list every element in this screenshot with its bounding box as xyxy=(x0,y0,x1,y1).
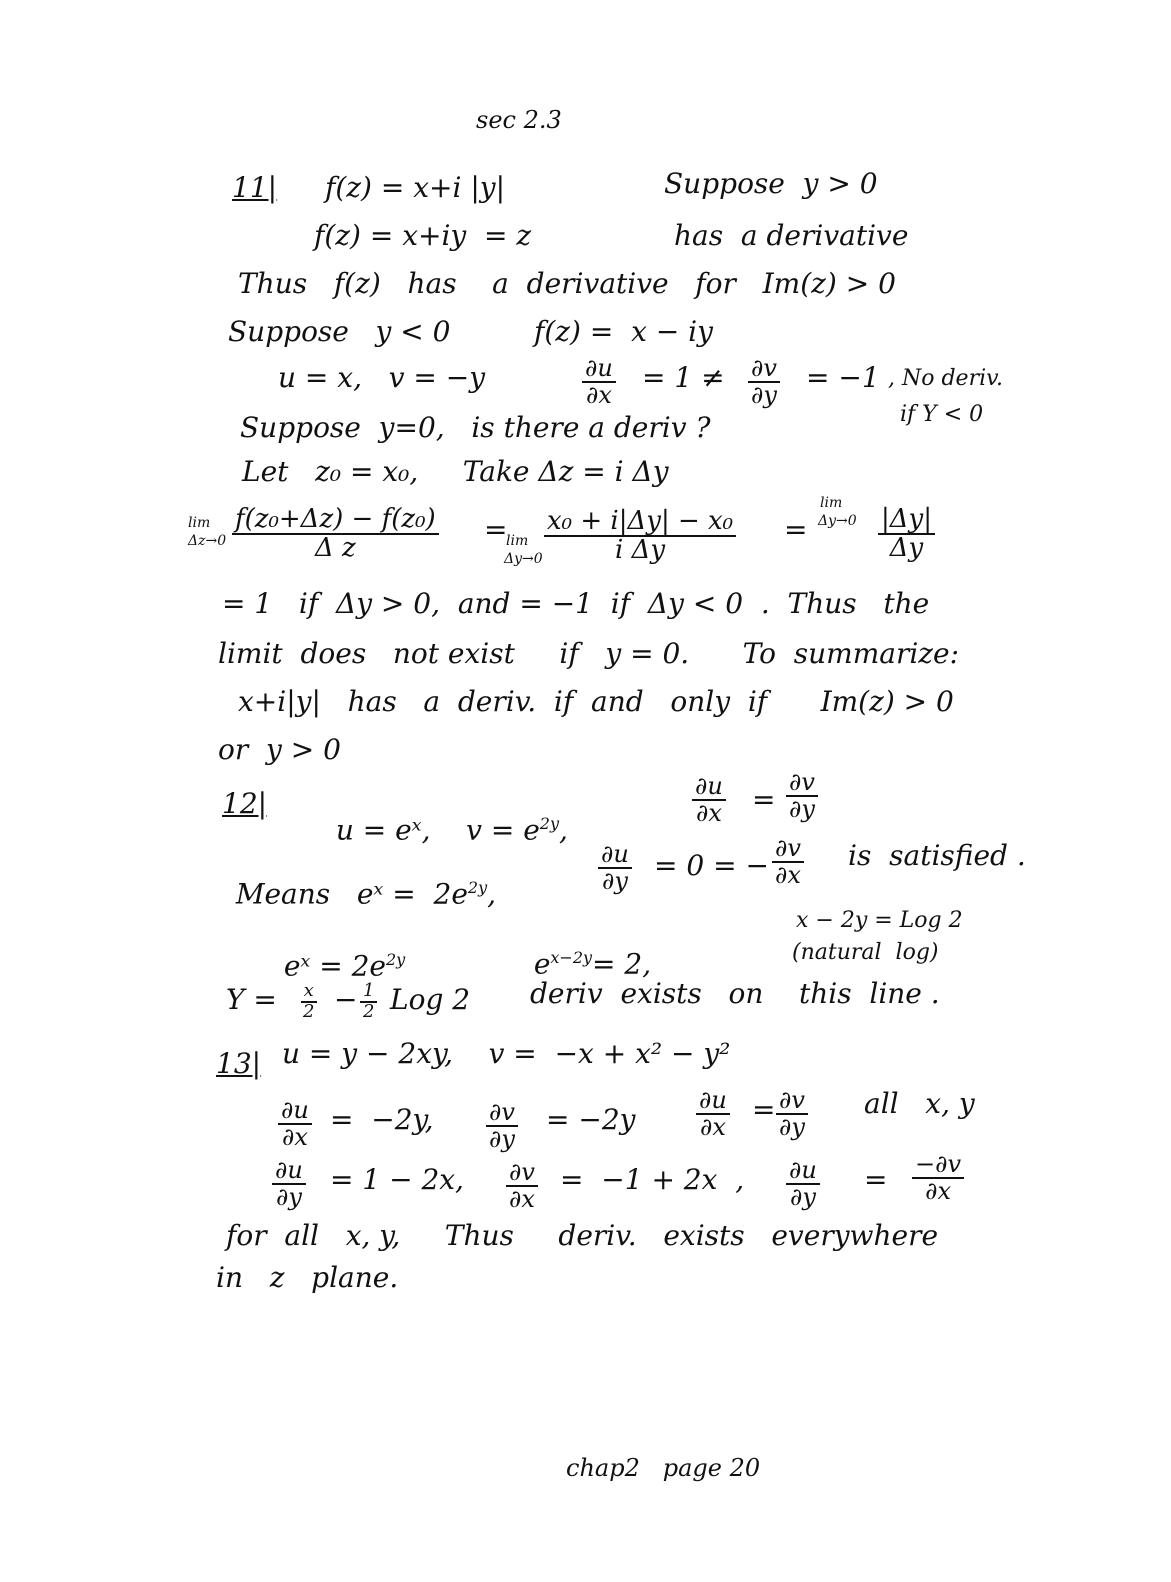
frac-denominator: ∂y xyxy=(489,1125,515,1154)
p12-line4-minus: − xyxy=(334,983,358,1016)
frac-denominator: ∂x xyxy=(585,381,612,410)
p11-line12: or y > 0 xyxy=(218,733,341,766)
p11-line1-left: f(z) = x+i |y| xyxy=(325,171,506,204)
p12-natural-log-note: (natural log) xyxy=(792,940,939,965)
frac-numerator: ∂v xyxy=(486,1100,518,1127)
p13-frac-dv-dy xyxy=(486,1100,518,1152)
p11-line6: Suppose y=0, is there a deriv ? xyxy=(240,411,711,444)
frac-denominator: ∂y xyxy=(275,1183,302,1212)
p11-line2-right: has a derivative xyxy=(674,219,909,252)
p11-line1-right: Suppose y > 0 xyxy=(664,167,878,200)
p13-line2b: = −2y xyxy=(546,1103,636,1136)
p12-line1-comma: , xyxy=(559,813,568,847)
p11-line11: x+i|y| has a deriv. if and only if Im(z) > 0 xyxy=(238,685,954,718)
p13-line1: u = y − 2xy, v = −x + x² − y² xyxy=(282,1037,731,1070)
frac-denominator: ∂x xyxy=(281,1123,308,1152)
p11-line10: limit does not exist if y = 0. To summarize: xyxy=(218,637,960,670)
frac-denominator: ∂y xyxy=(601,867,628,896)
limit-label-3: lim xyxy=(820,495,843,511)
p12-line3a xyxy=(266,924,406,983)
limit-sub-3: Δy→0 xyxy=(818,513,857,529)
p12-line3b xyxy=(516,922,652,981)
p11-frac-abs-dy xyxy=(878,506,935,563)
frac-denominator: 2 xyxy=(303,1000,315,1022)
limit-label-2: lim xyxy=(506,533,529,549)
p12-line2-mid: = 0 = − xyxy=(654,849,769,882)
p13-line2c: all x, y xyxy=(864,1087,975,1120)
frac-numerator: ∂v xyxy=(776,1088,808,1115)
frac-denominator: Δy xyxy=(889,533,924,564)
frac-denominator: ∂x xyxy=(509,1185,535,1214)
p12-line2-end: is satisfied . xyxy=(848,839,1026,872)
p13-line3b: = −1 + 2x , xyxy=(560,1163,745,1196)
frac-denominator: ∂x xyxy=(775,861,801,890)
p11-line4-left: Suppose y < 0 xyxy=(228,315,451,348)
p11-line2-left: f(z) = x+iy = z xyxy=(314,219,532,252)
frac-numerator: ∂u xyxy=(786,1158,820,1185)
p11-line5-end: = −1 xyxy=(806,361,880,394)
p11-eq-2: = xyxy=(784,513,808,546)
p12-frac-du-dy xyxy=(598,842,632,894)
frac-numerator: ∂u xyxy=(582,356,616,383)
p11-line9: = 1 if Δy > 0, and = −1 if Δy < 0 . Thus the xyxy=(222,587,930,620)
limit-label-1: lim xyxy=(188,515,211,531)
p12-line1 xyxy=(318,788,568,847)
p13-line4: for all x, y, Thus deriv. exists everywhere xyxy=(226,1219,939,1252)
frac-numerator: ∂u xyxy=(598,842,632,869)
frac-numerator: ∂u xyxy=(272,1158,306,1185)
p12-line2-text: Means eˣ = 2e xyxy=(235,877,468,911)
p11-eq-1: = xyxy=(484,513,508,546)
frac-numerator: x₀ + i|Δy| − x₀ xyxy=(544,508,736,537)
p11-line3: Thus f(z) has a derivative for Im(z) > 0 xyxy=(238,267,896,300)
problem-12-label: 12| xyxy=(222,787,268,820)
p13-line2a: = −2y, xyxy=(330,1103,434,1136)
frac-denominator: 2 xyxy=(363,1000,375,1022)
frac-denominator: ∂x xyxy=(925,1177,952,1206)
p13-frac-dv-dx xyxy=(506,1160,538,1212)
frac-numerator: ∂v xyxy=(748,356,780,383)
frac-numerator: 1 xyxy=(360,982,377,1003)
frac-denominator: ∂x xyxy=(695,799,722,828)
p11-frac-dv-dy xyxy=(748,356,780,408)
p12-frac-dv-dy xyxy=(786,770,818,822)
p12-frac-one-half xyxy=(360,982,377,1022)
frac-denominator: ∂y xyxy=(779,1113,805,1142)
p13-frac-du-dy xyxy=(272,1158,306,1210)
p12-line2-comma: , xyxy=(487,877,497,911)
p13-frac-neg-dv-dx xyxy=(912,1152,964,1204)
p12-line3b-text: e xyxy=(533,947,551,981)
problem-11-label: 11| xyxy=(232,171,278,204)
p11-frac-limit-2 xyxy=(544,508,736,565)
frac-denominator: Δ z xyxy=(314,533,356,564)
p12-frac-dv-dx xyxy=(772,836,804,888)
p13-line3c: = xyxy=(864,1163,888,1196)
p11-frac-du-dx xyxy=(582,356,616,408)
p11-line5-uv: u = x, v = −y xyxy=(278,361,486,394)
section-heading: sec 2.3 xyxy=(476,106,562,134)
p12-line3b-exponent: x−2y xyxy=(550,948,593,967)
p12-line4-y: Y = xyxy=(226,983,277,1016)
frac-numerator: ∂v xyxy=(786,770,818,797)
problem-13-label: 13| xyxy=(216,1047,262,1080)
frac-denominator: i Δy xyxy=(615,535,666,566)
frac-denominator: ∂y xyxy=(789,795,815,824)
p12-line3c: x − 2y = Log 2 xyxy=(796,908,963,933)
p12-line3a-text: eˣ = 2e xyxy=(283,949,386,983)
frac-numerator: x xyxy=(301,982,317,1003)
frac-numerator: |Δy| xyxy=(878,506,935,535)
p13-eq3: = xyxy=(752,1093,776,1126)
p11-if-y-lt-0-note: if Y < 0 xyxy=(900,402,984,427)
p13-frac-du-dy-2 xyxy=(786,1158,820,1210)
frac-denominator: ∂x xyxy=(699,1113,726,1142)
p12-line4-log: Log 2 xyxy=(390,983,471,1016)
p12-line3b-end: = 2, xyxy=(592,947,652,981)
p12-eq: = xyxy=(752,783,776,816)
p12-line2 xyxy=(218,852,497,911)
frac-numerator: ∂v xyxy=(772,836,804,863)
frac-numerator: ∂u xyxy=(278,1098,312,1125)
p13-frac-du-dx xyxy=(278,1098,312,1150)
frac-numerator: ∂u xyxy=(696,1088,730,1115)
frac-numerator: −∂v xyxy=(912,1152,964,1179)
p12-line1-exponent: 2y xyxy=(539,814,559,833)
frac-denominator: ∂y xyxy=(789,1183,816,1212)
p12-frac-du-dx xyxy=(692,774,726,826)
frac-numerator: ∂u xyxy=(692,774,726,801)
p11-line7: Let z₀ = x₀, Take Δz = i Δy xyxy=(242,455,669,488)
frac-denominator: ∂y xyxy=(751,381,777,410)
p12-line4-end: deriv exists on this line . xyxy=(530,977,940,1010)
p12-line3a-exponent: 2y xyxy=(385,950,406,969)
frac-numerator: f(z₀+Δz) − f(z₀) xyxy=(232,506,439,535)
p13-line5: in z plane. xyxy=(216,1261,399,1294)
p11-line4-right: f(z) = x − iy xyxy=(534,315,713,348)
p13-frac-du-dx-2 xyxy=(696,1088,730,1140)
p11-no-deriv-note: , No deriv. xyxy=(888,366,1003,391)
p11-line5-mid: = 1 ≠ xyxy=(642,361,725,394)
p12-line1-text: u = eˣ, v = e xyxy=(335,813,540,847)
frac-numerator: ∂v xyxy=(506,1160,538,1187)
p11-frac-difference-quotient xyxy=(232,506,439,563)
p12-frac-x-over-2 xyxy=(300,982,317,1022)
p13-line3a: = 1 − 2x, xyxy=(330,1163,464,1196)
limit-sub-2: Δy→0 xyxy=(504,551,543,567)
p12-line2-exponent: 2y xyxy=(467,878,488,897)
page-footer: chap2 page 20 xyxy=(566,1454,761,1482)
p13-frac-dv-dy-2 xyxy=(776,1088,808,1140)
limit-sub-1: Δz→0 xyxy=(188,533,227,549)
